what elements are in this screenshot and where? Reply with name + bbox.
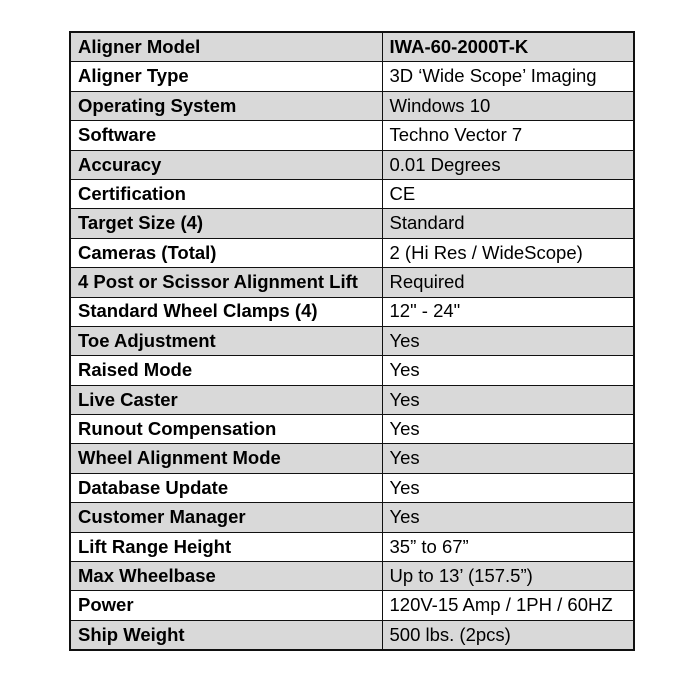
spec-label: Power	[70, 591, 382, 620]
table-row	[70, 150, 634, 179]
spec-value: CE	[382, 179, 634, 208]
table-row	[70, 473, 634, 502]
spec-value: 2 (Hi Res / WideScope)	[382, 238, 634, 267]
table-row	[70, 415, 634, 444]
spec-value: 3D ‘Wide Scope’ Imaging	[382, 62, 634, 91]
spec-label: Toe Adjustment	[70, 326, 382, 355]
table-row	[70, 620, 634, 650]
spec-value: Yes	[382, 444, 634, 473]
spec-value: Standard	[382, 209, 634, 238]
table-row	[70, 91, 634, 120]
spec-value: Yes	[382, 326, 634, 355]
spec-label: Runout Compensation	[70, 415, 382, 444]
spec-label: Lift Range Height	[70, 532, 382, 561]
table-row	[70, 297, 634, 326]
spec-label: Database Update	[70, 473, 382, 502]
spec-value: Yes	[382, 415, 634, 444]
spec-label: Standard Wheel Clamps (4)	[70, 297, 382, 326]
table-row	[70, 591, 634, 620]
spec-value: Yes	[382, 385, 634, 414]
table-row	[70, 32, 634, 62]
spec-label: Target Size (4)	[70, 209, 382, 238]
table-row	[70, 238, 634, 267]
table-row	[70, 444, 634, 473]
spec-value: Yes	[382, 356, 634, 385]
spec-label: Wheel Alignment Mode	[70, 444, 382, 473]
spec-label: Raised Mode	[70, 356, 382, 385]
table-row	[70, 532, 634, 561]
table-row	[70, 209, 634, 238]
spec-label: Max Wheelbase	[70, 562, 382, 591]
spec-label: Ship Weight	[70, 620, 382, 650]
spec-label: Accuracy	[70, 150, 382, 179]
spec-value: Windows 10	[382, 91, 634, 120]
spec-label: Software	[70, 121, 382, 150]
spec-value: 0.01 Degrees	[382, 150, 634, 179]
spec-value: 35” to 67”	[382, 532, 634, 561]
table-row	[70, 179, 634, 208]
spec-value: Yes	[382, 473, 634, 502]
spec-value: 500 lbs. (2pcs)	[382, 620, 634, 650]
spec-label: Customer Manager	[70, 503, 382, 532]
spec-label: Certification	[70, 179, 382, 208]
spec-value: Up to 13’ (157.5”)	[382, 562, 634, 591]
spec-value: Techno Vector 7	[382, 121, 634, 150]
spec-value: IWA-60-2000T-K	[382, 32, 634, 62]
table-row	[70, 62, 634, 91]
table-row	[70, 356, 634, 385]
spec-label: Aligner Model	[70, 32, 382, 62]
spec-label: Operating System	[70, 91, 382, 120]
spec-label: Live Caster	[70, 385, 382, 414]
table-row	[70, 562, 634, 591]
spec-table	[69, 31, 635, 651]
spec-value: Required	[382, 268, 634, 297]
spec-value: Yes	[382, 503, 634, 532]
table-row	[70, 326, 634, 355]
spec-label: 4 Post or Scissor Alignment Lift	[70, 268, 382, 297]
spec-value: 120V-15 Amp / 1PH / 60HZ	[382, 591, 634, 620]
table-row	[70, 268, 634, 297]
spec-value: 12" - 24"	[382, 297, 634, 326]
table-row	[70, 385, 634, 414]
spec-table-body	[70, 32, 634, 650]
table-row	[70, 503, 634, 532]
table-row	[70, 121, 634, 150]
spec-label: Cameras (Total)	[70, 238, 382, 267]
spec-label: Aligner Type	[70, 62, 382, 91]
